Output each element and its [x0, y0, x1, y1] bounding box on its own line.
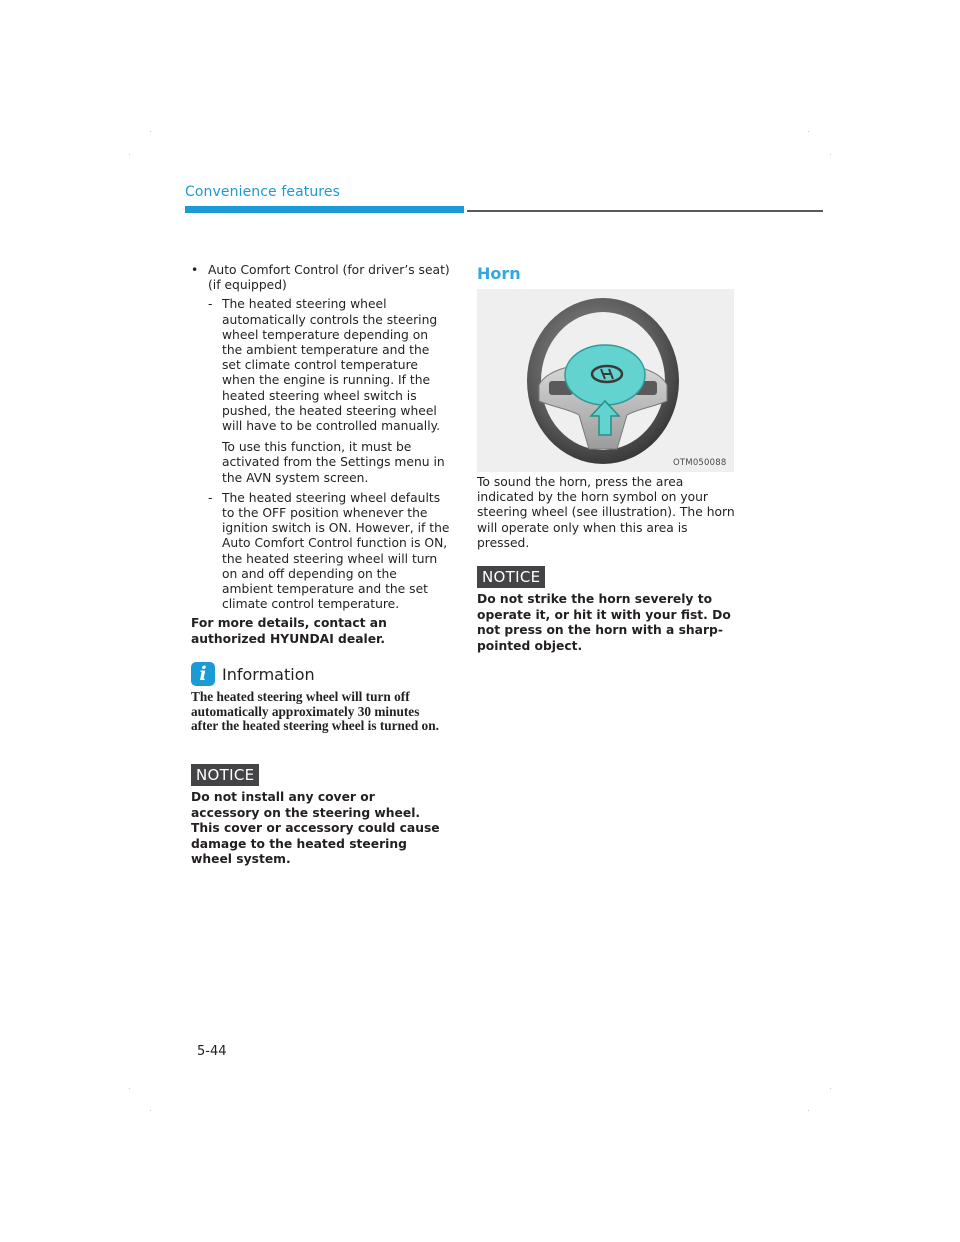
bullet-item	[191, 263, 451, 293]
information-body: The heated steering wheel will turn off automatically approximately 30 minutes after the heated steering wheel is turned on.	[191, 689, 439, 733]
horn-heading: Horn	[477, 264, 521, 283]
crop-mark	[129, 154, 130, 155]
notice-text: Do not strike the horn severely to operate it, or hit it with your fist. Do not press on the horn with a sharp-pointed object.	[477, 592, 731, 653]
dash-item	[191, 491, 451, 613]
page-number: 5-44	[197, 1044, 227, 1059]
dealer-note: For more details, contact an authorized HYUNDAI dealer.	[191, 616, 387, 646]
crop-mark	[150, 131, 151, 132]
notice-badge: NOTICE	[191, 764, 259, 786]
info-icon: i	[191, 662, 215, 686]
crop-mark	[129, 1088, 130, 1089]
notice-badge: NOTICE	[477, 566, 545, 588]
bullet-icon: •	[191, 263, 199, 277]
dash-item-text: The heated steering wheel defaults to the OFF position whenever the ignition switch is ON. However, if the Auto Comfort Control function is ON, the heated steering wheel will turn on and off depending on the ambient temperature and the set climate control temperature.	[222, 490, 450, 612]
crop-mark	[808, 131, 809, 132]
steering-wheel-illustration	[477, 289, 734, 472]
header-bar-rule	[467, 210, 823, 212]
crop-mark	[808, 1110, 809, 1111]
notice-text: Do not install any cover or accessory on the steering wheel. This cover or accessory could cause damage to the heated steering wheel system.	[191, 790, 440, 866]
bullet-title: Auto Comfort Control (for driver’s seat) (if equipped)	[208, 263, 450, 293]
crop-mark	[150, 1110, 151, 1111]
dash-item-followup: To use this function, it must be activated from the Settings menu in the AVN system screen.	[222, 440, 445, 485]
section-title: Convenience features	[185, 184, 340, 200]
crop-mark	[830, 1088, 831, 1089]
left-column	[191, 263, 451, 647]
crop-mark	[830, 154, 831, 155]
dash-item-text: The heated steering wheel automatically controls the steering wheel temperature depending on the ambient temperature and the set climate control temperature when the engine is running. If the heated steering wheel switch is pushed, the heated steering wheel will have to be controlled manually.	[222, 297, 441, 434]
information-title: Information	[222, 664, 315, 684]
steering-wheel-image	[477, 289, 734, 472]
information-heading	[191, 660, 315, 688]
header-bar-accent	[185, 206, 464, 213]
horn-description: To sound the horn, press the area indicated by the horn symbol on your steering wheel (see illustration). The horn will operate only when this area is pressed.	[477, 475, 735, 550]
dash-item	[191, 297, 451, 434]
dash-icon: -	[208, 297, 213, 312]
figure-label: OTM050088	[673, 458, 727, 468]
dash-icon: -	[208, 490, 213, 505]
